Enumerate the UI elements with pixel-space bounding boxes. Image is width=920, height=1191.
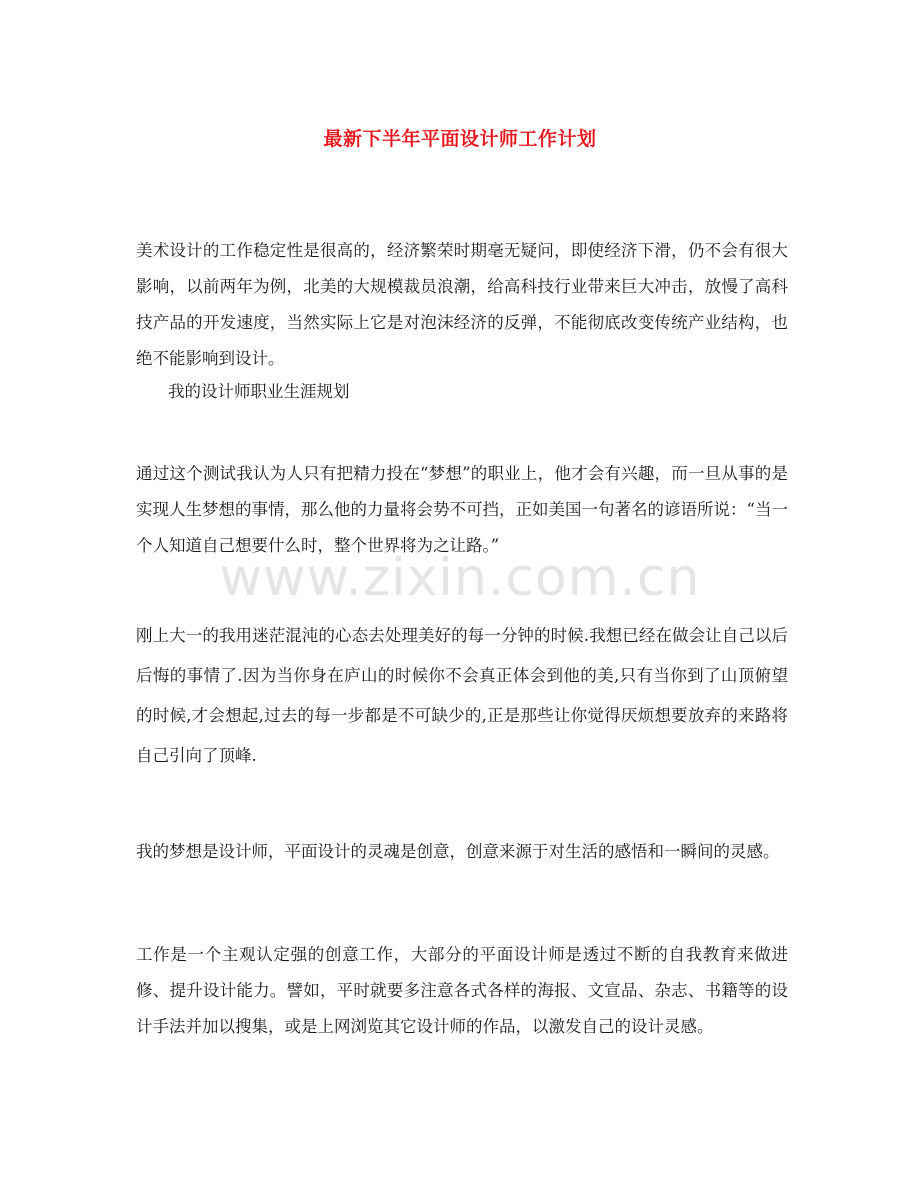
document-title: 最新下半年平面设计师工作计划	[323, 128, 597, 150]
paragraph-4: 刚上大一的我用迷茫混沌的心态去处理美好的每一分钟的时候.我想已经在做会让自己以后后悔的事情了.因为当你身在庐山的时候你不会真正体会到他的美,只有当你到了山顶俯望的时候,才会想起,过去的每一步都是不可缺少的,正是那些让你觉得厌烦想要放弃的来路将自己引向了顶峰.	[136, 626, 788, 765]
paragraph-1: 美术设计的工作稳定性是很高的，经济繁荣时期毫无疑问，即使经济下滑，仍不会有很大影响，以前两年为例，北美的大规模裁员浪潮，给高科技行业带来巨大冲击，放慢了高科技产品的开发速度，当然实际上它是对泡沫经济的反弹，不能彻底改变传统产业结构，也绝不能影响到设计。	[136, 241, 788, 368]
paragraph-6: 工作是一个主观认定强的创意工作，大部分的平面设计师是透过不断的自我教育来做进修、提升设计能力。譬如，平时就要多注意各式各样的海报、文宣品、杂志、书籍等的设计手法并加以搜集，或是上网浏览其它设计师的作品，以激发自己的设计灵感。	[136, 945, 788, 1036]
paragraph-3: 通过这个测试我认为人只有把精力投在“梦想”的职业上，他才会有兴趣，而一旦从事的是实现人生梦想的事情，那么他的力量将会势不可挡，正如美国一句著名的谚语所说：“当一个人知道自己想要什么时，整个世界将为之让路。”	[136, 464, 788, 555]
watermark-text: www.zixin.com.cn	[219, 548, 701, 608]
paragraph-5: 我的梦想是设计师，平面设计的灵魂是创意，创意来源于对生活的感悟和一瞬间的灵感。	[136, 842, 780, 861]
paragraph-2-heading: 我的设计师职业生涯规划	[168, 382, 350, 401]
